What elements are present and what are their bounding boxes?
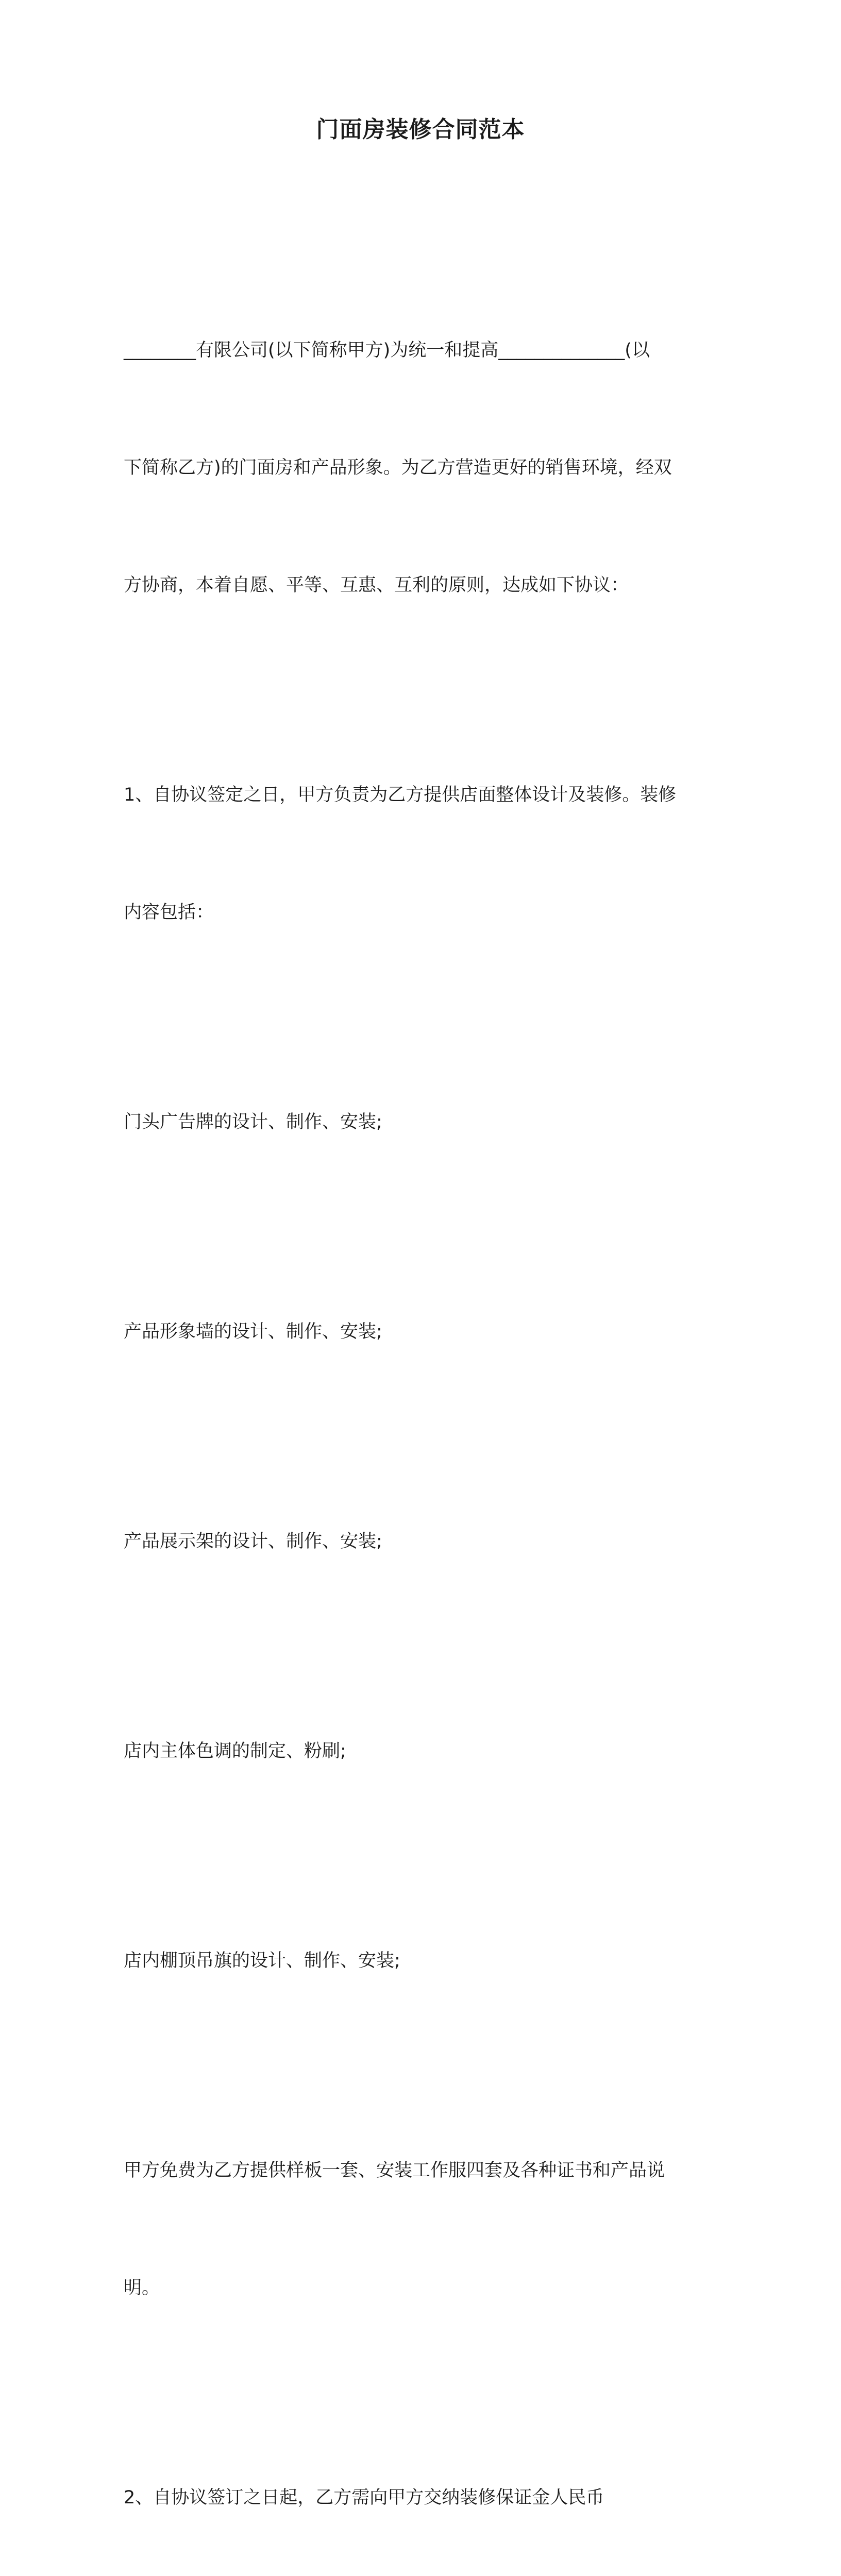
item-paragraph [124, 1653, 716, 1849]
clause-2-line: 2、自协议签订之日起，乙方需向甲方交纳装修保证金人民币 [124, 2487, 604, 2508]
decoration-item: 店内主体色调的制定、粉刷; [124, 1741, 346, 1761]
intro-paragraph [124, 252, 716, 683]
document-body [124, 252, 716, 2576]
item-paragraph [124, 1863, 716, 2059]
decoration-item: 店内棚顶吊旗的设计、制作、安装; [124, 1951, 400, 1971]
clause-1-paragraph [124, 697, 716, 1010]
intro-line: ________有限公司(以下简称甲方)为统一和提高______________(以 [124, 340, 650, 361]
free-provision-line: 明。 [124, 2278, 160, 2298]
item-paragraph [124, 1024, 716, 1220]
intro-line: 下简称乙方)的门面房和产品形象。为乙方营造更好的销售环境，经双 [124, 457, 672, 478]
free-provision-paragraph [124, 2073, 716, 2386]
free-provision-line: 甲方免费为乙方提供样板一套、安装工作服四套及各种证书和产品说 [124, 2160, 665, 2181]
intro-line: 方协商，本着自愿、平等、互惠、互利的原则，达成如下协议： [124, 575, 629, 596]
item-paragraph [124, 1234, 716, 1430]
decoration-item: 产品展示架的设计、制作、安装; [124, 1531, 382, 1552]
decoration-item: 门头广告牌的设计、制作、安装; [124, 1112, 382, 1132]
clause-1-line: 内容包括： [124, 902, 214, 923]
document-title: 门面房装修合同范本 [316, 116, 525, 143]
clause-2-paragraph [124, 2400, 716, 2576]
decoration-item: 产品形象墙的设计、制作、安装; [124, 1321, 382, 1342]
clause-1-line: 1、自协议签定之日，甲方负责为乙方提供店面整体设计及装修。装修 [124, 785, 677, 805]
item-paragraph [124, 1444, 716, 1639]
